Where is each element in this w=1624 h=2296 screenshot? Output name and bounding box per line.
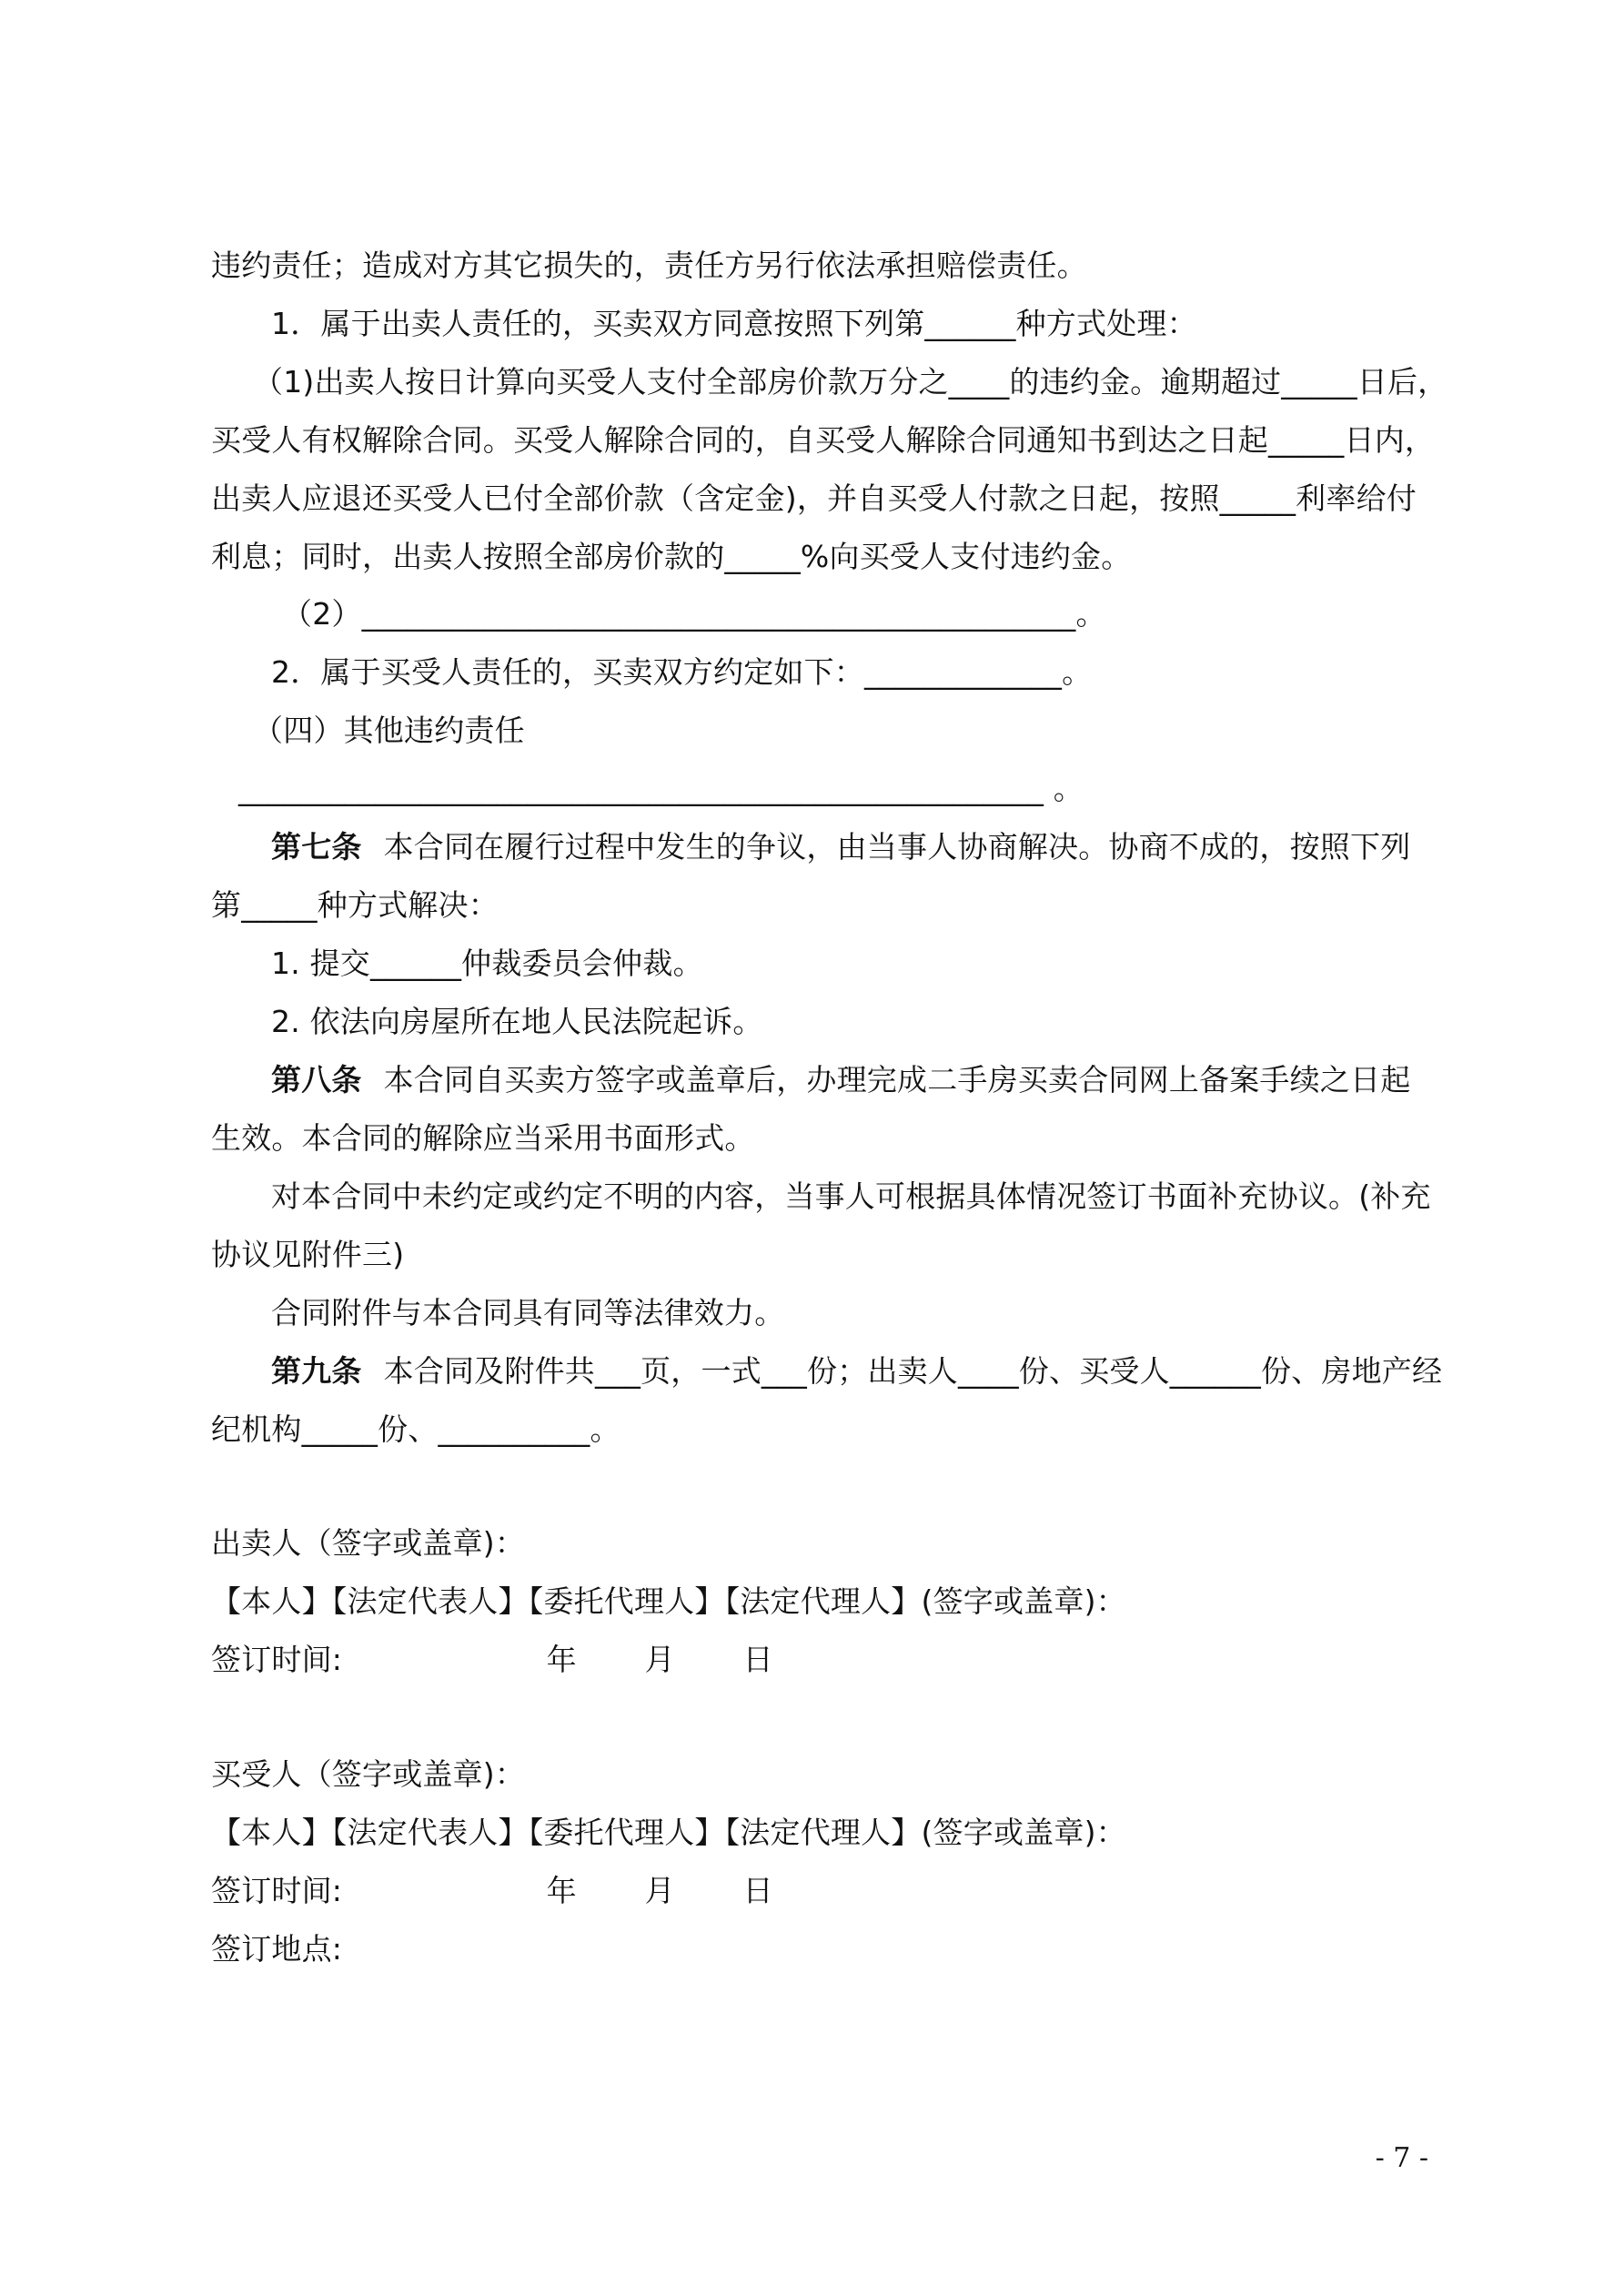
text-line: 生效。本合同的解除应当采用书面形式。 [211, 1120, 755, 1156]
text-line: 协议见附件三) [211, 1237, 405, 1272]
article-seven [271, 829, 1490, 865]
page-number: - 7 - [1375, 2142, 1428, 2174]
article-nine-text: 本合同及附件共___页，一式___份；出卖人____份、买受人______份、房地产经 [383, 1353, 1443, 1389]
article-seven-label: 第七条 [271, 829, 362, 865]
seller-sign-date: 签订时间: 年 月 日 [211, 1642, 773, 1677]
text-line: 纪机构_____份、__________。 [211, 1411, 620, 1447]
clause-2-buyer-liability: 2．属于买受人责任的，买卖双方约定如下：_____________。 [271, 654, 1093, 690]
dispute-option-2: 2. 依法向房屋所在地人民法院起诉。 [271, 1004, 763, 1039]
article-eight-text: 本合同自买卖方签字或盖章后，办理完成二手房买卖合同网上备案手续之日起 [383, 1062, 1411, 1097]
text-line: 利息；同时，出卖人按照全部房价款的_____%向买受人支付违约金。 [211, 539, 1132, 574]
clause-1-seller-liability: 1．属于出卖人责任的，买卖双方同意按照下列第______种方式处理： [271, 306, 1197, 341]
seller-signatory-roles: 【本人】【法定代表人】【委托代理人】【法定代理人】(签字或盖章)： [211, 1583, 1126, 1619]
option-2-line: （2）_______________________________________________。 [282, 596, 1106, 632]
text-line: 违约责任；造成对方其它损失的，责任方另行依法承担赔偿责任。 [211, 248, 1087, 283]
text-line: 第_____种方式解决： [211, 887, 499, 923]
text-line: 合同附件与本合同具有同等法律效力。 [271, 1295, 785, 1330]
other-liability-heading: （四）其他违约责任 [253, 713, 525, 748]
other-liability-blank: _____________________________________________________ 。 [238, 771, 1084, 806]
article-nine-label: 第九条 [271, 1353, 362, 1389]
article-eight-label: 第八条 [271, 1062, 362, 1097]
buyer-signatory-roles: 【本人】【法定代表人】【委托代理人】【法定代理人】(签字或盖章)： [211, 1815, 1126, 1850]
text-line: 买受人有权解除合同。买受人解除合同的，自买受人解除合同通知书到达之日起_____日内， [211, 422, 1436, 458]
sign-place: 签订地点: [211, 1931, 343, 1967]
option-1-line: （1)出卖人按日计算向买受人支付全部房价款万分之____的违约金。逾期超过_____日后， [253, 364, 1448, 400]
article-eight [271, 1062, 1490, 1098]
text-line: 对本合同中未约定或约定不明的内容，当事人可根据具体情况签订书面补充协议。(补充 [271, 1178, 1431, 1214]
seller-signature-label: 出卖人（签字或盖章)： [211, 1525, 526, 1561]
article-seven-text: 本合同在履行过程中发生的争议，由当事人协商解决。协商不成的，按照下列 [383, 829, 1411, 865]
article-nine [271, 1353, 1490, 1390]
dispute-option-1: 1. 提交______仲裁委员会仲裁。 [271, 946, 703, 981]
text-line: 出卖人应退还买受人已付全部价款（含定金)，并自买受人付款之日起，按照_____利率给付 [211, 480, 1417, 516]
buyer-signature-label: 买受人（签字或盖章)： [211, 1756, 526, 1792]
buyer-sign-date: 签订时间: 年 月 日 [211, 1873, 773, 1908]
